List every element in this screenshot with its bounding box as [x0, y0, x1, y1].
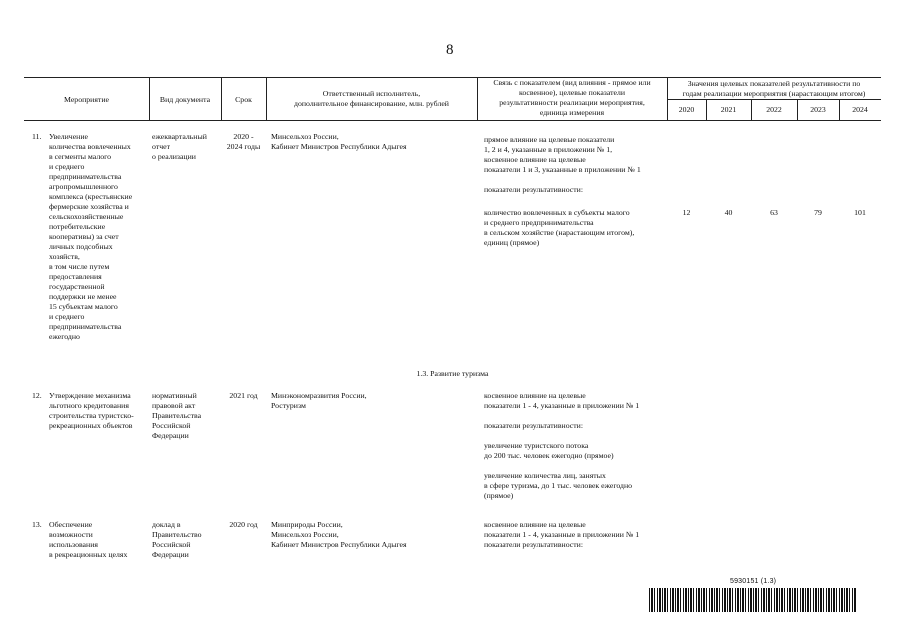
section-title: 1.3. Развитие туризма: [416, 369, 489, 378]
header-bottom-rule: [24, 120, 881, 121]
row-number: 12.: [32, 391, 42, 400]
header-year: 2022: [766, 105, 782, 114]
header-year: 2020: [678, 105, 695, 114]
header-year: 2024: [852, 105, 868, 114]
row-number: 13.: [32, 520, 42, 529]
years-rule: [667, 99, 881, 100]
header-values: Значения целевых показателей результативности по годам реализации мероприятия (нарастающим итогом): [682, 79, 866, 98]
row-link: косвенное влияние на целевые показатели 1 - 4, указанные в приложении № 1 показатели результативности:: [484, 520, 640, 549]
row-number: 11.: [32, 132, 42, 141]
row-link-indicator: количество вовлеченных в субъекты малого и среднего предпринимательства в сельском хозяйстве (нарастающим итогом), единиц (прямое): [484, 208, 635, 247]
row-event: Утверждение механизма льготного кредитования строительства туристско- рекреационных объектов: [49, 391, 134, 430]
value-cell: 63: [770, 208, 778, 217]
row-doc-type: доклад в Правительство Российской Федерации: [152, 520, 202, 559]
row-event: Увеличение количества вовлеченных в сегменты малого и среднего предпринимательства агропромышленного комплекса (крестьянские фермерские хозяйства и сельскохозяйственные потребительские кооперативы) за счет личных подсобных хозяйств, в том числе путем предоставления государственной поддержки не менее 15 субъектам малого и среднего предпринимательства ежегодно: [49, 132, 133, 341]
page-number: 8: [446, 42, 454, 58]
row-link: прямое влияние на целевые показатели 1, 2 и 4, указанные в приложении № 1, косвенное влияние на целевые показатели 1 и 3, указанные в приложении № 1 показатели результативности:: [484, 135, 641, 194]
row-executor: Минэкономразвития России, Ростуризм: [271, 391, 367, 410]
row-event: Обеспечение возможности использования в рекреационных целях: [49, 520, 128, 559]
header-year: 2023: [810, 105, 826, 114]
value-cell: 79: [814, 208, 822, 217]
barcode-number: 5930151 (1.3): [730, 578, 777, 585]
row-doc-type: нормативный правовой акт Правительства Российской Федерации: [152, 391, 202, 440]
header-deadline: Срок: [235, 95, 252, 104]
header-year: 2021: [720, 105, 737, 114]
header-executor: Ответственный исполнитель, дополнительное финансирование, млн. рублей: [294, 89, 449, 108]
row-doc-type: ежеквартальный отчет о реализации: [152, 132, 207, 161]
row-deadline: 2021 год: [229, 391, 258, 400]
header-top-rule: [24, 77, 881, 78]
row-executor: Минприроды России, Минсельхоз России, Кабинет Министров Республики Адыгея: [271, 520, 407, 549]
value-cell: 101: [854, 208, 866, 217]
header-doc-type: Вид документа: [159, 95, 211, 104]
barcode: [649, 588, 857, 612]
row-executor: Минсельхоз России, Кабинет Министров Республики Адыгея: [271, 132, 407, 151]
value-cell: 12: [682, 208, 691, 217]
value-cell: 40: [724, 208, 733, 217]
row-deadline: 2020 год: [229, 520, 258, 529]
header-event: Мероприятие: [64, 95, 109, 104]
row-link: косвенное влияние на целевые показатели 1 - 4, указанные в приложении № 1 показатели результативности: увеличение туристского потока до 200 тыс. человек ежегодно (прямое) увеличение количества лиц, занятых в сфере туризма, до 1 тыс. человек ежегодно (прямое): [484, 391, 640, 500]
row-deadline: 2020 - 2024 годы: [226, 132, 261, 151]
header-link: Связь с показателем (вид влияния - прямое или косвенное), целевые показатели результативности реализации мероприятия, единица измерения: [493, 78, 651, 117]
